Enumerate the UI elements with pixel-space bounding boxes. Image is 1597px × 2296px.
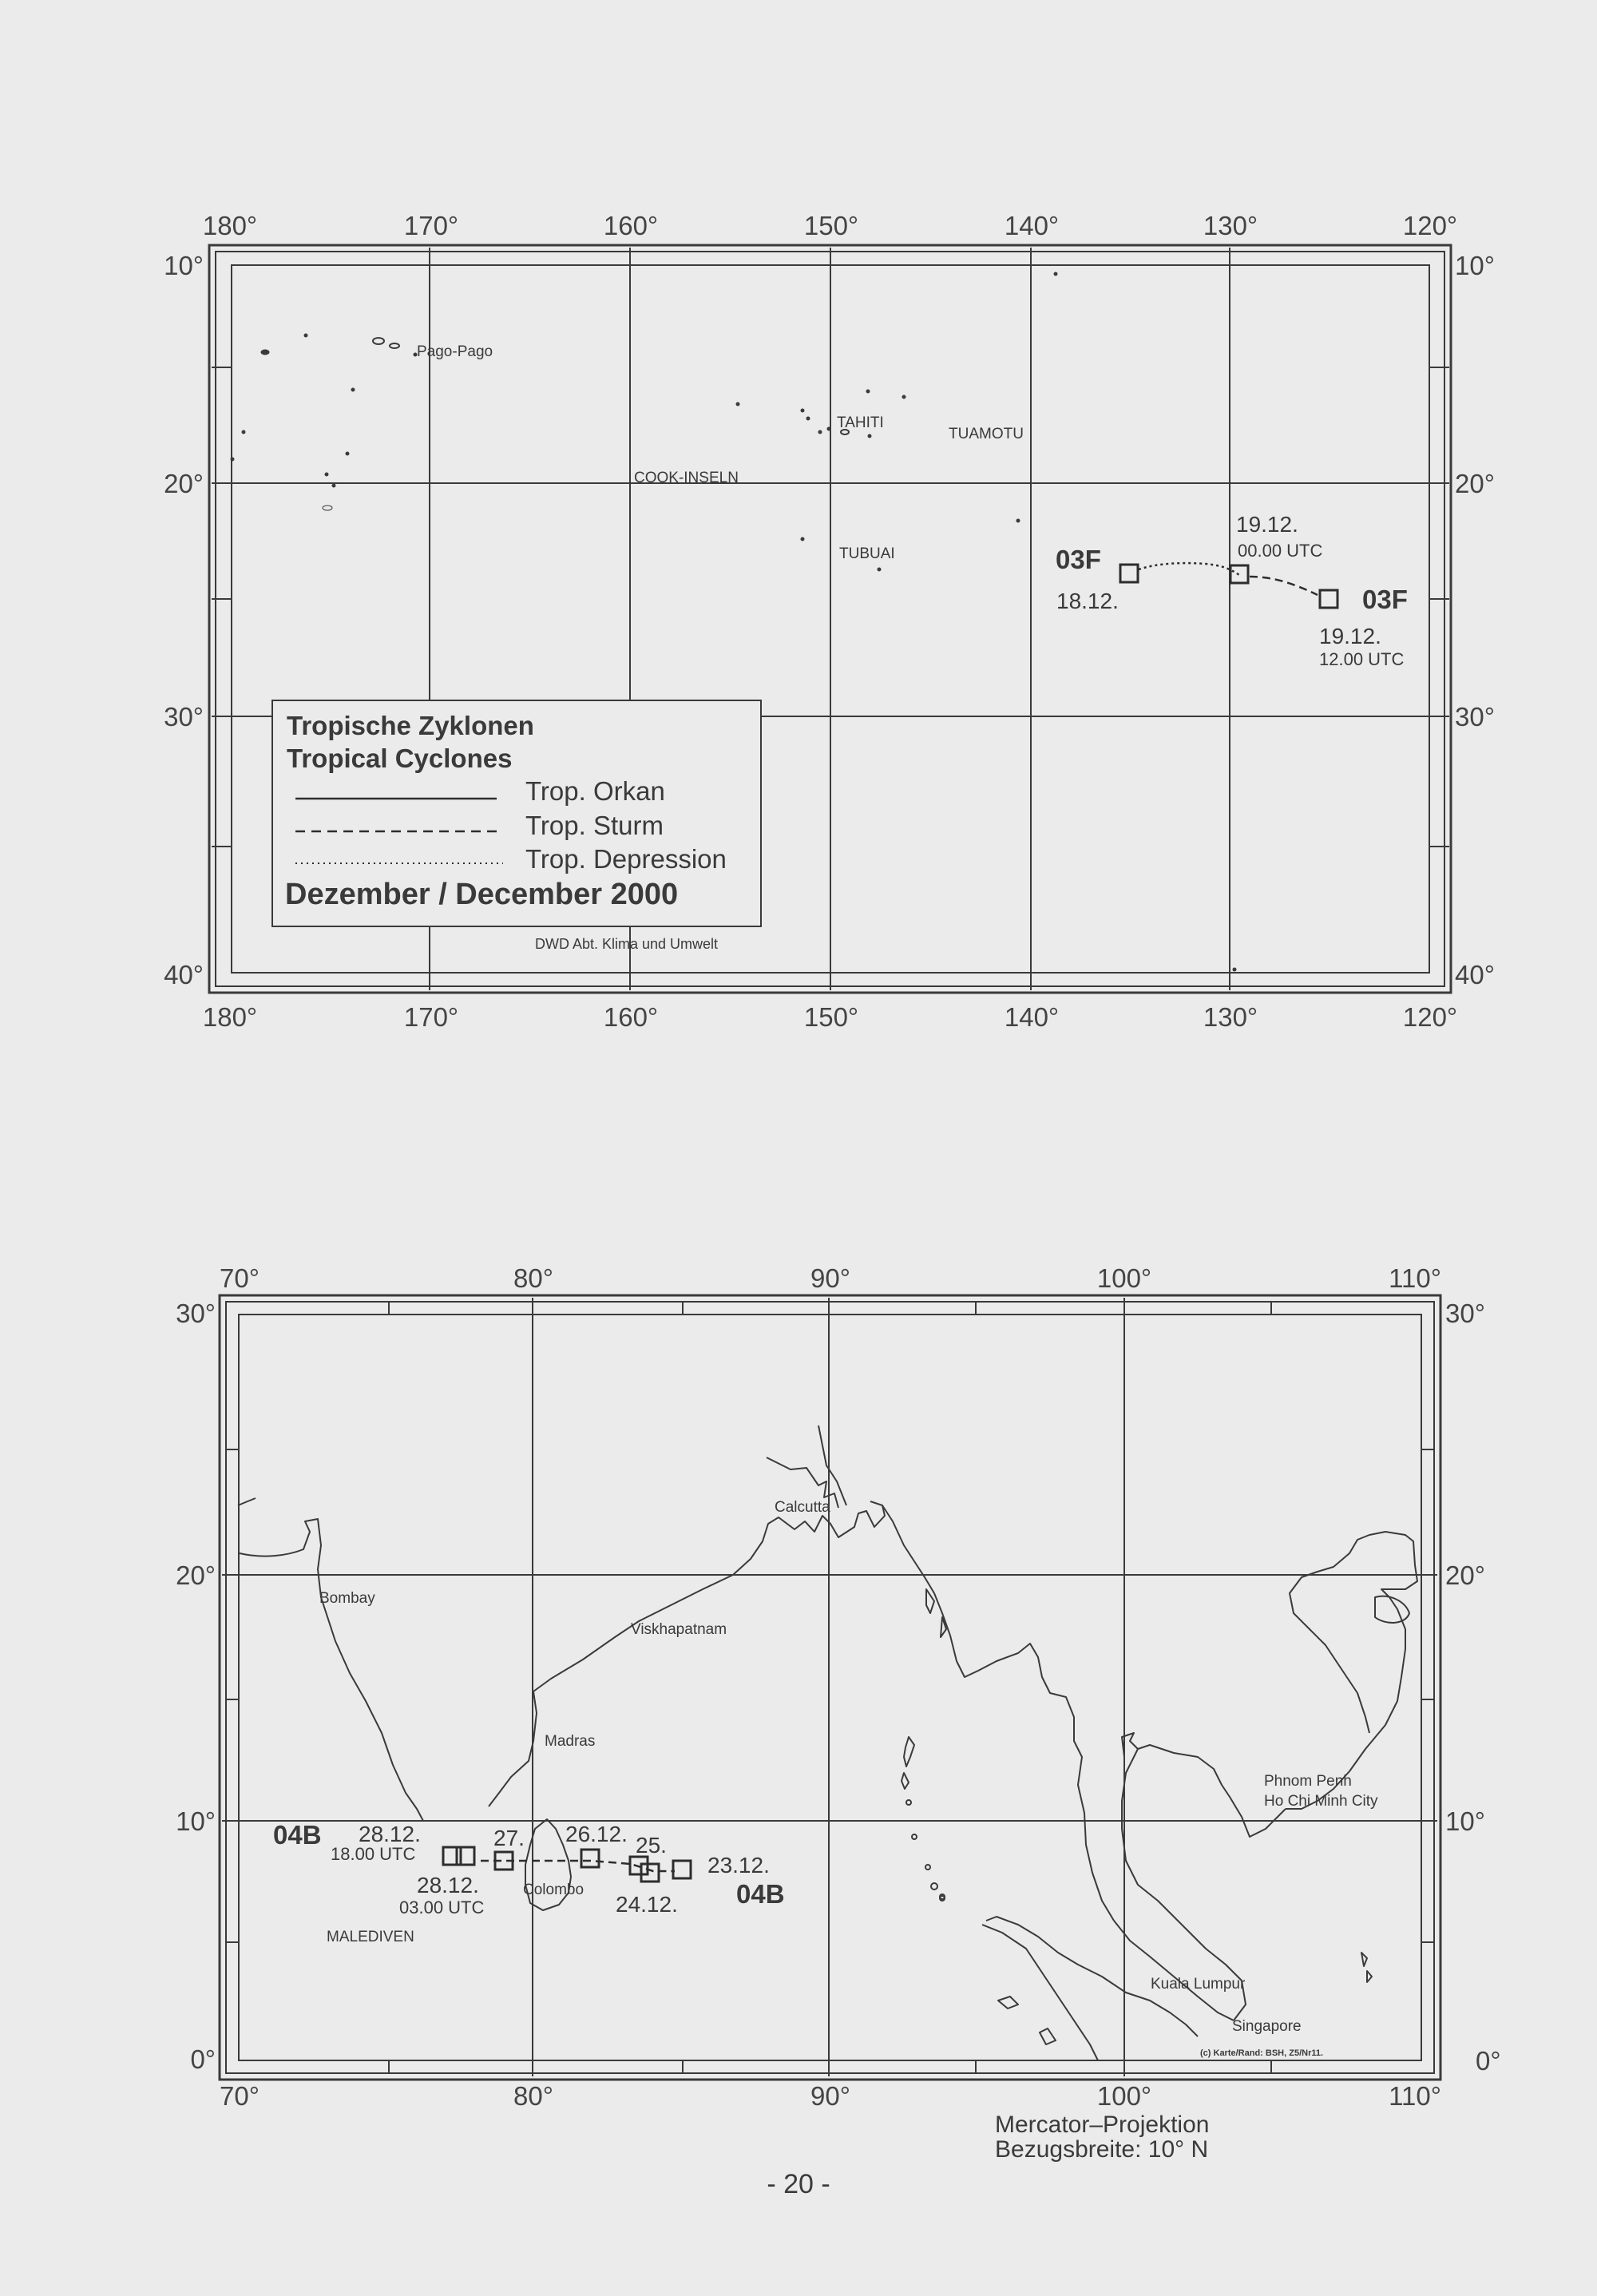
track-date-mid: 19.12. (1236, 512, 1298, 537)
legend-title-de: Tropische Zyklonen (287, 711, 534, 740)
lon-label: 80° (513, 1263, 553, 1293)
map1-lat-labels-right (1455, 251, 1495, 989)
lat-label: 20° (164, 469, 204, 498)
small-map-credit: (c) Karte/Rand: BSH, Z5/Nr11. (1200, 2048, 1324, 2058)
map1-lon-labels-bottom (203, 1002, 1457, 1032)
lat-label: 30° (1445, 1299, 1485, 1328)
map1-place-names (417, 343, 1024, 562)
track-date-start: 18.12. (1056, 589, 1119, 613)
lon-label: 180° (202, 1002, 258, 1032)
lat-label: 10° (176, 1806, 216, 1836)
place-label-calcutta: Calcutta (775, 1499, 830, 1516)
place-label-maldives: MALEDIVEN (327, 1929, 414, 1945)
place-label-visakhapatnam: Viskhapatnam (631, 1621, 727, 1638)
coast-sumatra (982, 1925, 1098, 2060)
lat-label: 0° (1476, 2046, 1501, 2076)
place-label-pago-pago: Pago-Pago (417, 343, 493, 360)
lon-label: 150° (803, 1002, 859, 1032)
lon-label: 120° (1402, 211, 1458, 240)
track-position-box (457, 1847, 474, 1865)
lon-label: 100° (1096, 1263, 1152, 1293)
lat-label: 10° (164, 251, 204, 280)
track-date-end: 19.12. (1319, 624, 1381, 648)
storm-name-04b-start: 04B (736, 1879, 785, 1909)
track-time-mid: 00.00 UTC (1238, 541, 1323, 561)
map2-coastlines (238, 1426, 1417, 2060)
legend-title-en: Tropical Cyclones (287, 744, 513, 773)
map2-cyclone-04b-track (273, 1820, 785, 1917)
map2-grid (222, 1298, 1437, 2076)
map-indian-ocean (176, 1263, 1500, 2163)
track-date-27: 27. (493, 1826, 525, 1850)
lon-label: 90° (810, 2081, 850, 2111)
map1-lon-labels-top (203, 211, 1457, 240)
map2-lat-labels-left (176, 1299, 216, 2074)
lon-label: 130° (1203, 211, 1258, 240)
track-position-box (443, 1847, 461, 1865)
lon-label: 170° (403, 211, 459, 240)
place-label-phnom-penh: Phnom Penh (1264, 1773, 1352, 1790)
track-position-box (1120, 565, 1138, 582)
track-position-box (673, 1861, 691, 1878)
storm-name-03f: 03F (1056, 545, 1101, 574)
lat-label: 20° (1455, 469, 1495, 498)
storm-name-04b: 04B (273, 1820, 322, 1850)
place-label-tuamotu: TUAMOTU (949, 426, 1024, 442)
track-date-28a: 28.12. (359, 1822, 421, 1846)
track-time-28a: 18.00 UTC (331, 1844, 416, 1864)
lon-label: 170° (403, 1002, 459, 1032)
track-date-28b: 28.12. (417, 1873, 479, 1897)
place-label-singapore: Singapore (1232, 2018, 1302, 2035)
lat-label: 30° (176, 1299, 216, 1328)
place-label-tubuai: TUBUAI (839, 545, 895, 562)
lat-label: 40° (164, 960, 204, 989)
credit-dwd: DWD Abt. Klima und Umwelt (535, 936, 719, 952)
lon-label: 90° (810, 1263, 850, 1293)
projection-reference-latitude: Bezugsbreite: 10° N (995, 2136, 1209, 2163)
track-date-25: 25. (636, 1833, 667, 1858)
lon-label: 140° (1004, 1002, 1060, 1032)
track-position-box (581, 1850, 599, 1867)
storm-name-03f-end: 03F (1362, 585, 1408, 614)
lat-label: 20° (176, 1560, 216, 1590)
legend (272, 700, 761, 926)
place-label-madras: Madras (545, 1733, 596, 1750)
track-position-box (1320, 590, 1337, 608)
lon-label: 160° (603, 211, 659, 240)
map2-lon-labels-bottom (220, 2081, 1441, 2111)
projection-note (995, 2112, 1209, 2163)
lon-label: 110° (1389, 2081, 1441, 2111)
map1-cyclone-03f-track (1056, 512, 1408, 669)
map-south-pacific (164, 211, 1495, 1032)
track-date-24: 24.12. (616, 1892, 678, 1917)
coast-myanmar (882, 1505, 1114, 1921)
place-label-kuala-lumpur: Kuala Lumpur (1151, 1976, 1246, 1993)
place-label-ho-chi-minh: Ho Chi Minh City (1264, 1793, 1378, 1810)
place-label-colombo: Colombo (523, 1882, 585, 1898)
place-label-tahiti: TAHITI (837, 414, 884, 431)
lon-label: 140° (1004, 211, 1060, 240)
track-position-box (1230, 565, 1248, 583)
lon-label: 130° (1203, 1002, 1258, 1032)
legend-period: Dezember / December 2000 (285, 878, 679, 911)
lat-label: 0° (190, 2044, 216, 2074)
lon-label: 110° (1389, 1263, 1441, 1293)
map1-lat-labels-left (164, 251, 204, 989)
lat-label: 20° (1445, 1560, 1485, 1590)
track-position-box (641, 1864, 659, 1882)
lat-label: 30° (164, 702, 204, 732)
legend-label-orkan: Trop. Orkan (525, 776, 665, 806)
lon-label: 150° (803, 211, 859, 240)
coast-india-west (240, 1519, 423, 1821)
track-time-28b: 03.00 UTC (399, 1897, 485, 1917)
lon-label: 80° (513, 2081, 553, 2111)
coast-vietnam (1286, 1532, 1417, 1809)
lat-label: 10° (1445, 1806, 1485, 1836)
map2-lat-labels-right (1445, 1299, 1501, 2076)
lon-label: 100° (1096, 2081, 1152, 2111)
track-date-26: 26.12. (565, 1822, 628, 1846)
track-time-end: 12.00 UTC (1319, 649, 1405, 669)
lat-label: 30° (1455, 702, 1495, 732)
legend-label-sturm: Trop. Sturm (525, 811, 664, 840)
legend-label-depression: Trop. Depression (525, 844, 727, 874)
place-label-cook-islands: COOK-INSELN (634, 470, 739, 486)
map2-place-names (319, 1499, 1378, 2058)
lon-label: 160° (603, 1002, 659, 1032)
lon-label: 70° (220, 1263, 260, 1293)
place-label-bombay: Bombay (319, 1590, 375, 1607)
track-date-23: 23.12. (707, 1853, 770, 1878)
lon-label: 180° (202, 211, 258, 240)
projection-name: Mercator–Projektion (995, 2112, 1210, 2138)
lon-label: 120° (1402, 1002, 1458, 1032)
map2-lon-labels-top (220, 1263, 1441, 1293)
page-number: - 20 - (767, 2169, 830, 2199)
lat-label: 10° (1455, 251, 1495, 280)
lon-label: 70° (220, 2081, 260, 2111)
lat-label: 40° (1455, 960, 1495, 989)
coast-india-east (489, 1501, 885, 1806)
